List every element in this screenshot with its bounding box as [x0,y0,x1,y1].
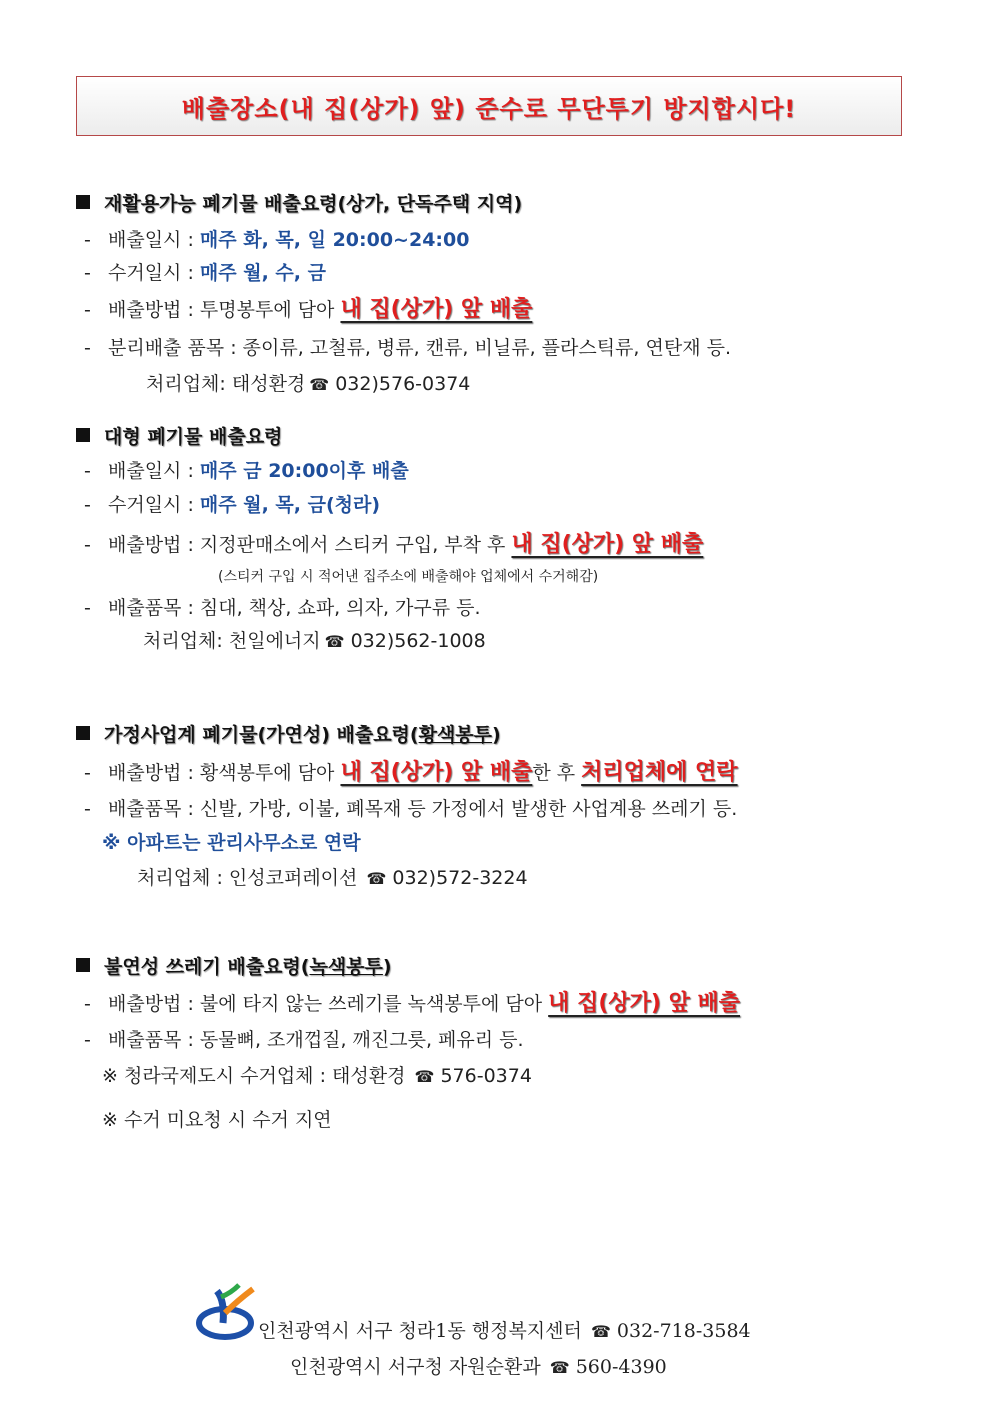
footer-line-2 [290,1352,667,1379]
company-row [143,626,486,653]
heading-text: 불연성 쓰레기 배출요령( [104,956,310,978]
footer-phone: 032-718-3584 [616,1320,751,1342]
row-label: 배출방법 : 지정판매소에서 스티커 구입, 부착 후 [108,534,512,556]
section-heading [76,952,392,979]
row-value: 매주 금 20:00이후 배출 [199,460,409,482]
heading-text: 재활용가능 폐기물 배출요령(상가, 단독주택 지역) [104,193,523,215]
row-label: 배출방법 : 투명봉투에 담아 [108,299,341,321]
row-label: 배출일시 : [108,229,200,251]
disposal-method-row: - 배출방법 : 투명봉투에 담아 내 집(상가) 앞 배출 [84,297,533,322]
section-noncombustible-waste [76,952,392,979]
row-label: 수거일시 : [108,494,200,516]
telephone-icon: ☎ [361,869,387,888]
highlight-text: 내 집(상가) 앞 배출 [511,532,704,557]
row-text: 분리배출 품목 : 종이류, 고철류, 병류, 캔류, 비닐류, 플라스틱류, 연탄재 등. [108,337,731,359]
page-title-box [76,76,902,136]
telephone-icon: ☎ [585,1322,611,1341]
telephone-icon: ☎ [409,1067,435,1086]
row-text: 배출품목 : 신발, 가방, 이불, 폐목재 등 가정에서 발생한 사업계용 쓰레기 등. [108,798,738,820]
heading-text-end: ) [492,724,501,746]
disposal-method-row: - 배출방법 : 황색봉투에 담아 내 집(상가) 앞 배출한 후 처리업체에 연락 [84,760,738,785]
logo-stroke-green [221,1285,239,1297]
telephone-icon: ☎ [324,632,345,651]
disposal-method-row: - 배출방법 : 불에 타지 않는 쓰레기를 녹색봉투에 담아 내 집(상가) 앞 배출 [84,991,741,1016]
row-value: 매주 화, 목, 일 20:00~24:00 [199,229,470,251]
note-label: ※ 청라국제도시 수거업체 : 태성환경 [102,1065,406,1087]
telephone-icon: ☎ [544,1358,570,1377]
delay-note: ※ 수거 미요청 시 수거 지연 [102,1109,332,1131]
collector-note [102,1061,532,1088]
row-text: 배출품목 : 동물뼈, 조개껍질, 깨진그릇, 페유리 등. [108,1029,524,1051]
apartment-note: ※ 아파트는 관리사무소로 연락 [102,832,361,854]
section-heading [76,422,282,449]
heading-bag-type: 녹색봉투 [309,956,383,978]
section-heading [76,720,501,747]
collection-time-row: - 수거일시 : 매주 월, 수, 금 [84,262,326,284]
company-label: 처리업체: 태성환경 [146,373,306,395]
page-title: 배출장소(내 집(상가) 앞) 준수로 무단투기 방지합시다! [181,94,797,123]
footer-label: 인천광역시 서구청 자원순환과 [290,1356,541,1378]
row-label: 배출방법 : 황색봉투에 담아 [108,762,341,784]
footer-line-1 [258,1316,751,1343]
square-bullet-icon [76,726,90,740]
footer-label: 인천광역시 서구 청라1동 행정복지센터 [258,1320,582,1342]
note-phone: 576-0374 [440,1065,532,1087]
company-row [137,863,528,890]
company-label: 처리업체: 천일에너지 [143,630,321,652]
items-row: - 배출품목 : 침대, 책상, 쇼파, 의자, 가구류 등. [84,597,481,619]
row-label: 배출방법 : 불에 타지 않는 쓰레기를 녹색봉투에 담아 [108,993,549,1015]
disposal-method-row: - 배출방법 : 지정판매소에서 스티커 구입, 부착 후 내 집(상가) 앞 배출 [84,532,704,557]
seo-gu-logo [195,1283,259,1343]
heading-text-end: ) [382,956,392,978]
row-label: 한 후 [532,762,582,784]
items-row: - 분리배출 품목 : 종이류, 고철류, 병류, 캔류, 비닐류, 플라스틱류, 연탄재 등. [84,337,731,359]
sticker-note: (스티커 구입 시 적어낸 집주소에 배출해야 업체에서 수거해감) [218,569,599,585]
section-heading [76,189,522,216]
company-phone: 032)562-1008 [350,630,486,652]
heading-bag-type: 황색봉투 [418,724,493,746]
disposal-time-row: - 배출일시 : 매주 금 20:00이후 배출 [84,460,409,482]
heading-text: 가정사업계 폐기물(가연성) 배출요령( [104,724,419,746]
row-text: 배출품목 : 침대, 책상, 쇼파, 의자, 가구류 등. [108,597,481,619]
company-row [146,369,470,396]
items-row: - 배출품목 : 신발, 가방, 이불, 폐목재 등 가정에서 발생한 사업계용 쓰레기 등. [84,798,738,820]
highlight-text: 내 집(상가) 앞 배출 [340,297,533,322]
disposal-time-row: - 배출일시 : 매주 화, 목, 일 20:00~24:00 [84,229,470,251]
section-recyclables [76,189,522,216]
section-combustible-waste [76,720,501,747]
highlight-text: 내 집(상가) 앞 배출 [340,760,533,785]
company-phone: 032)576-0374 [335,373,471,395]
company-phone: 032)572-3224 [392,867,528,889]
row-value: 매주 월, 목, 금(청라) [199,494,381,516]
square-bullet-icon [76,195,90,209]
square-bullet-icon [76,958,90,972]
row-label: 배출일시 : [108,460,200,482]
row-label: 수거일시 : [108,262,200,284]
highlight-text-2: 처리업체에 연락 [581,760,738,785]
row-value: 매주 월, 수, 금 [199,262,326,284]
square-bullet-icon [76,428,90,442]
items-row: - 배출품목 : 동물뼈, 조개껍질, 깨진그릇, 페유리 등. [84,1029,524,1051]
heading-text: 대형 폐기물 배출요령 [104,426,283,448]
company-label: 처리업체 : 인성코퍼레이션 [137,867,358,889]
collection-time-row: - 수거일시 : 매주 월, 목, 금(청라) [84,494,381,516]
footer-phone: 560-4390 [575,1356,667,1378]
section-bulky-waste [76,422,282,449]
highlight-text: 내 집(상가) 앞 배출 [548,991,741,1016]
telephone-icon: ☎ [309,375,330,394]
